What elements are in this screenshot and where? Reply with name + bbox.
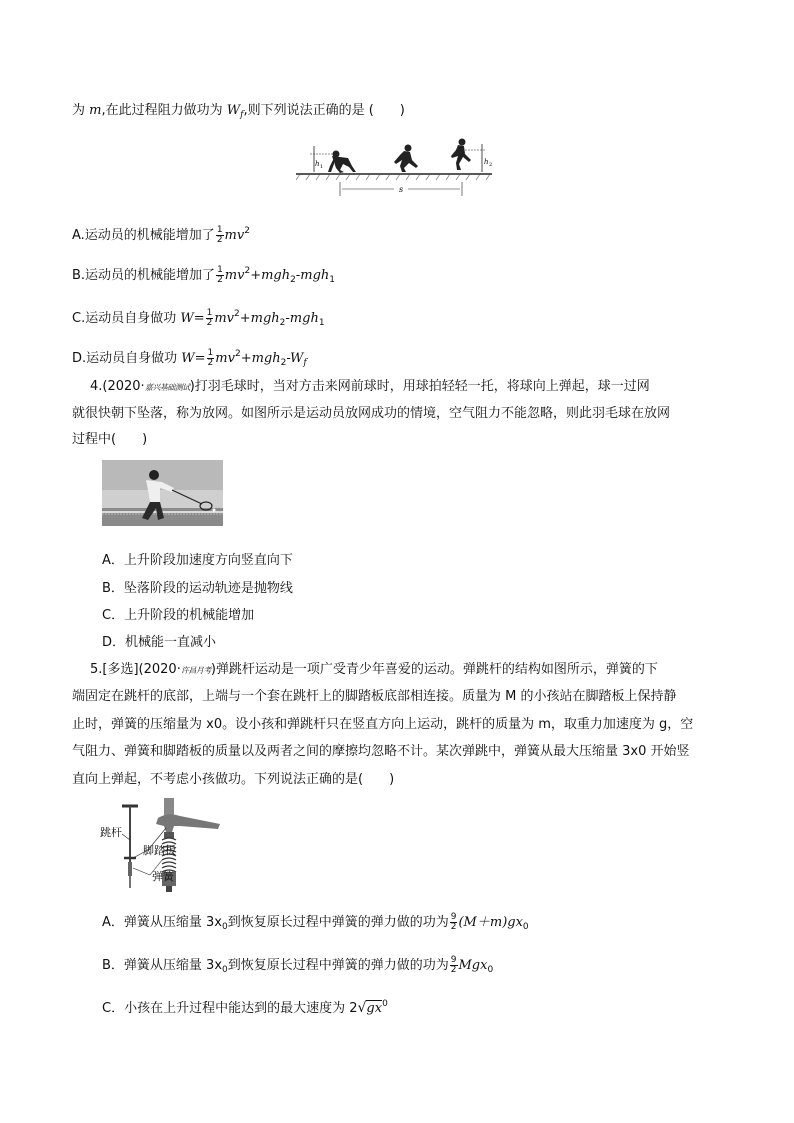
h1-label: h [315, 160, 320, 168]
fraction: $\frac{1}{2}$ [207, 348, 214, 368]
q4-stem-line-1: 4.(2020·嘉兴基础测试)打羽毛球时，当对方击来网前球时，用球拍轻轻一托，将球向上弹起，球一过网 [90, 379, 650, 394]
svg-text:2: 2 [489, 162, 492, 168]
q5-stem-line-5: 直向上弹起，不考虑小孩做功。下列说法正确的是( ) [72, 772, 395, 787]
fraction: $\frac{1}{2}$ [217, 265, 223, 285]
h2-label: h [484, 158, 489, 166]
s-label: s [399, 185, 404, 194]
q4-option-a: A．上升阶段加速度方向竖直向下 [102, 553, 293, 568]
q3-stem-text-1: 为 [72, 103, 90, 118]
q3-option-b: B.运动员的机械能增加了 $\frac{1}{2}$ $mv^2+mgh_2-mgh_1$ [72, 265, 336, 285]
svg-text:1: 1 [320, 164, 324, 170]
q5-option-b: B．弹簧从压缩量 $3x_0$到恢复原长过程中弹簧的弹力做的功为 $\frac{9}{2}$ Mgx$_0$ [102, 955, 494, 975]
q3-stem-text-2: ,在此过程阻力做功为 [101, 103, 227, 118]
sprinter-figure [296, 136, 492, 200]
q5-stem-line-3: 止时，弹簧的压缩量为 x0。设小孩和弹跳杆只在竖直方向上运动，跳杆的质量为 m，取重力加速度为 g，空 [72, 717, 694, 732]
q3-stem-W: W [226, 103, 241, 118]
sprinter-3 [451, 139, 471, 171]
q4-source: 嘉兴基础测试 [144, 383, 190, 392]
q5-stem-line-2: 端固定在跳杆的底部，上端与一个套在跳杆上的脚踏板底部相连接。质量为 M 的小孩站在脚踏板上保持静 [72, 689, 677, 704]
q5-source: 许昌月考 [180, 666, 211, 675]
q3-stem-f: f [240, 110, 244, 120]
q3-stem-text-3: ,则下列说法正确的是 ( ) [243, 103, 405, 118]
q5-option-a: A．弹簧从压缩量 $3x_0$到恢复原长过程中弹簧的弹力做的功为 $\frac{9}{2}$ $(M+m)gx_0$ [102, 912, 529, 932]
q5-stem-line-1: 5.[多选](2020·许昌月考)弹跳杆运动是一项广受青少年喜爱的运动。弹跳杆的结构如图所示，弹簧的下 [90, 662, 658, 677]
spring-label: 弹簧 [152, 870, 174, 883]
sprinter-2 [394, 145, 418, 173]
q4-stem-line-2: 就很快朝下坠落，称为放网。如图所示是运动员放网成功的情境，空气阻力不能忽略，则此羽毛球在放网 [72, 406, 671, 421]
fraction: $\frac{9}{2}$ [450, 912, 457, 932]
fraction: $\frac{1}{2}$ [216, 225, 223, 245]
q3-option-c: C.运动员自身做功 W= $\frac{1}{2}$ $mv^2+mgh_2-mgh_1$ [72, 308, 325, 328]
q4-option-c: C．上升阶段的机械能增加 [102, 608, 255, 623]
q4-option-d: D．机械能一直减小 [102, 635, 217, 650]
q3-stem-m: m [89, 103, 102, 118]
q3-option-d: D.运动员自身做功 W= $\frac{1}{2}$ $mv^2+mgh_2-W_f$ [72, 348, 307, 368]
pedal-label: 脚踏板 [143, 844, 176, 857]
fraction: $\frac{9}{2}$ [450, 955, 457, 975]
q5-stem-line-4: 气阻力、弹簧和脚踏板的质量以及两者之间的摩擦均忽略不计。某次弹跳中，弹簧从最大压缩量 3x0 开始竖 [72, 744, 690, 759]
pole-label: 跳杆 [100, 826, 122, 839]
q4-option-b: B．坠落阶段的运动轨迹是抛物线 [102, 581, 293, 596]
fraction: $\frac{1}{2}$ [206, 308, 213, 328]
badminton-photo [102, 460, 223, 526]
sqrt-sign: √ [357, 1000, 367, 1016]
q3-stem [72, 102, 405, 124]
q4-stem-line-3: 过程中( ) [72, 432, 148, 447]
q3-option-a: A.运动员的机械能增加了 $\frac{1}{2}$ $mv^2$ [72, 225, 250, 245]
q5-option-c: C．小孩在上升过程中能达到的最大速度为 $2√gx^0$ [102, 999, 388, 1016]
